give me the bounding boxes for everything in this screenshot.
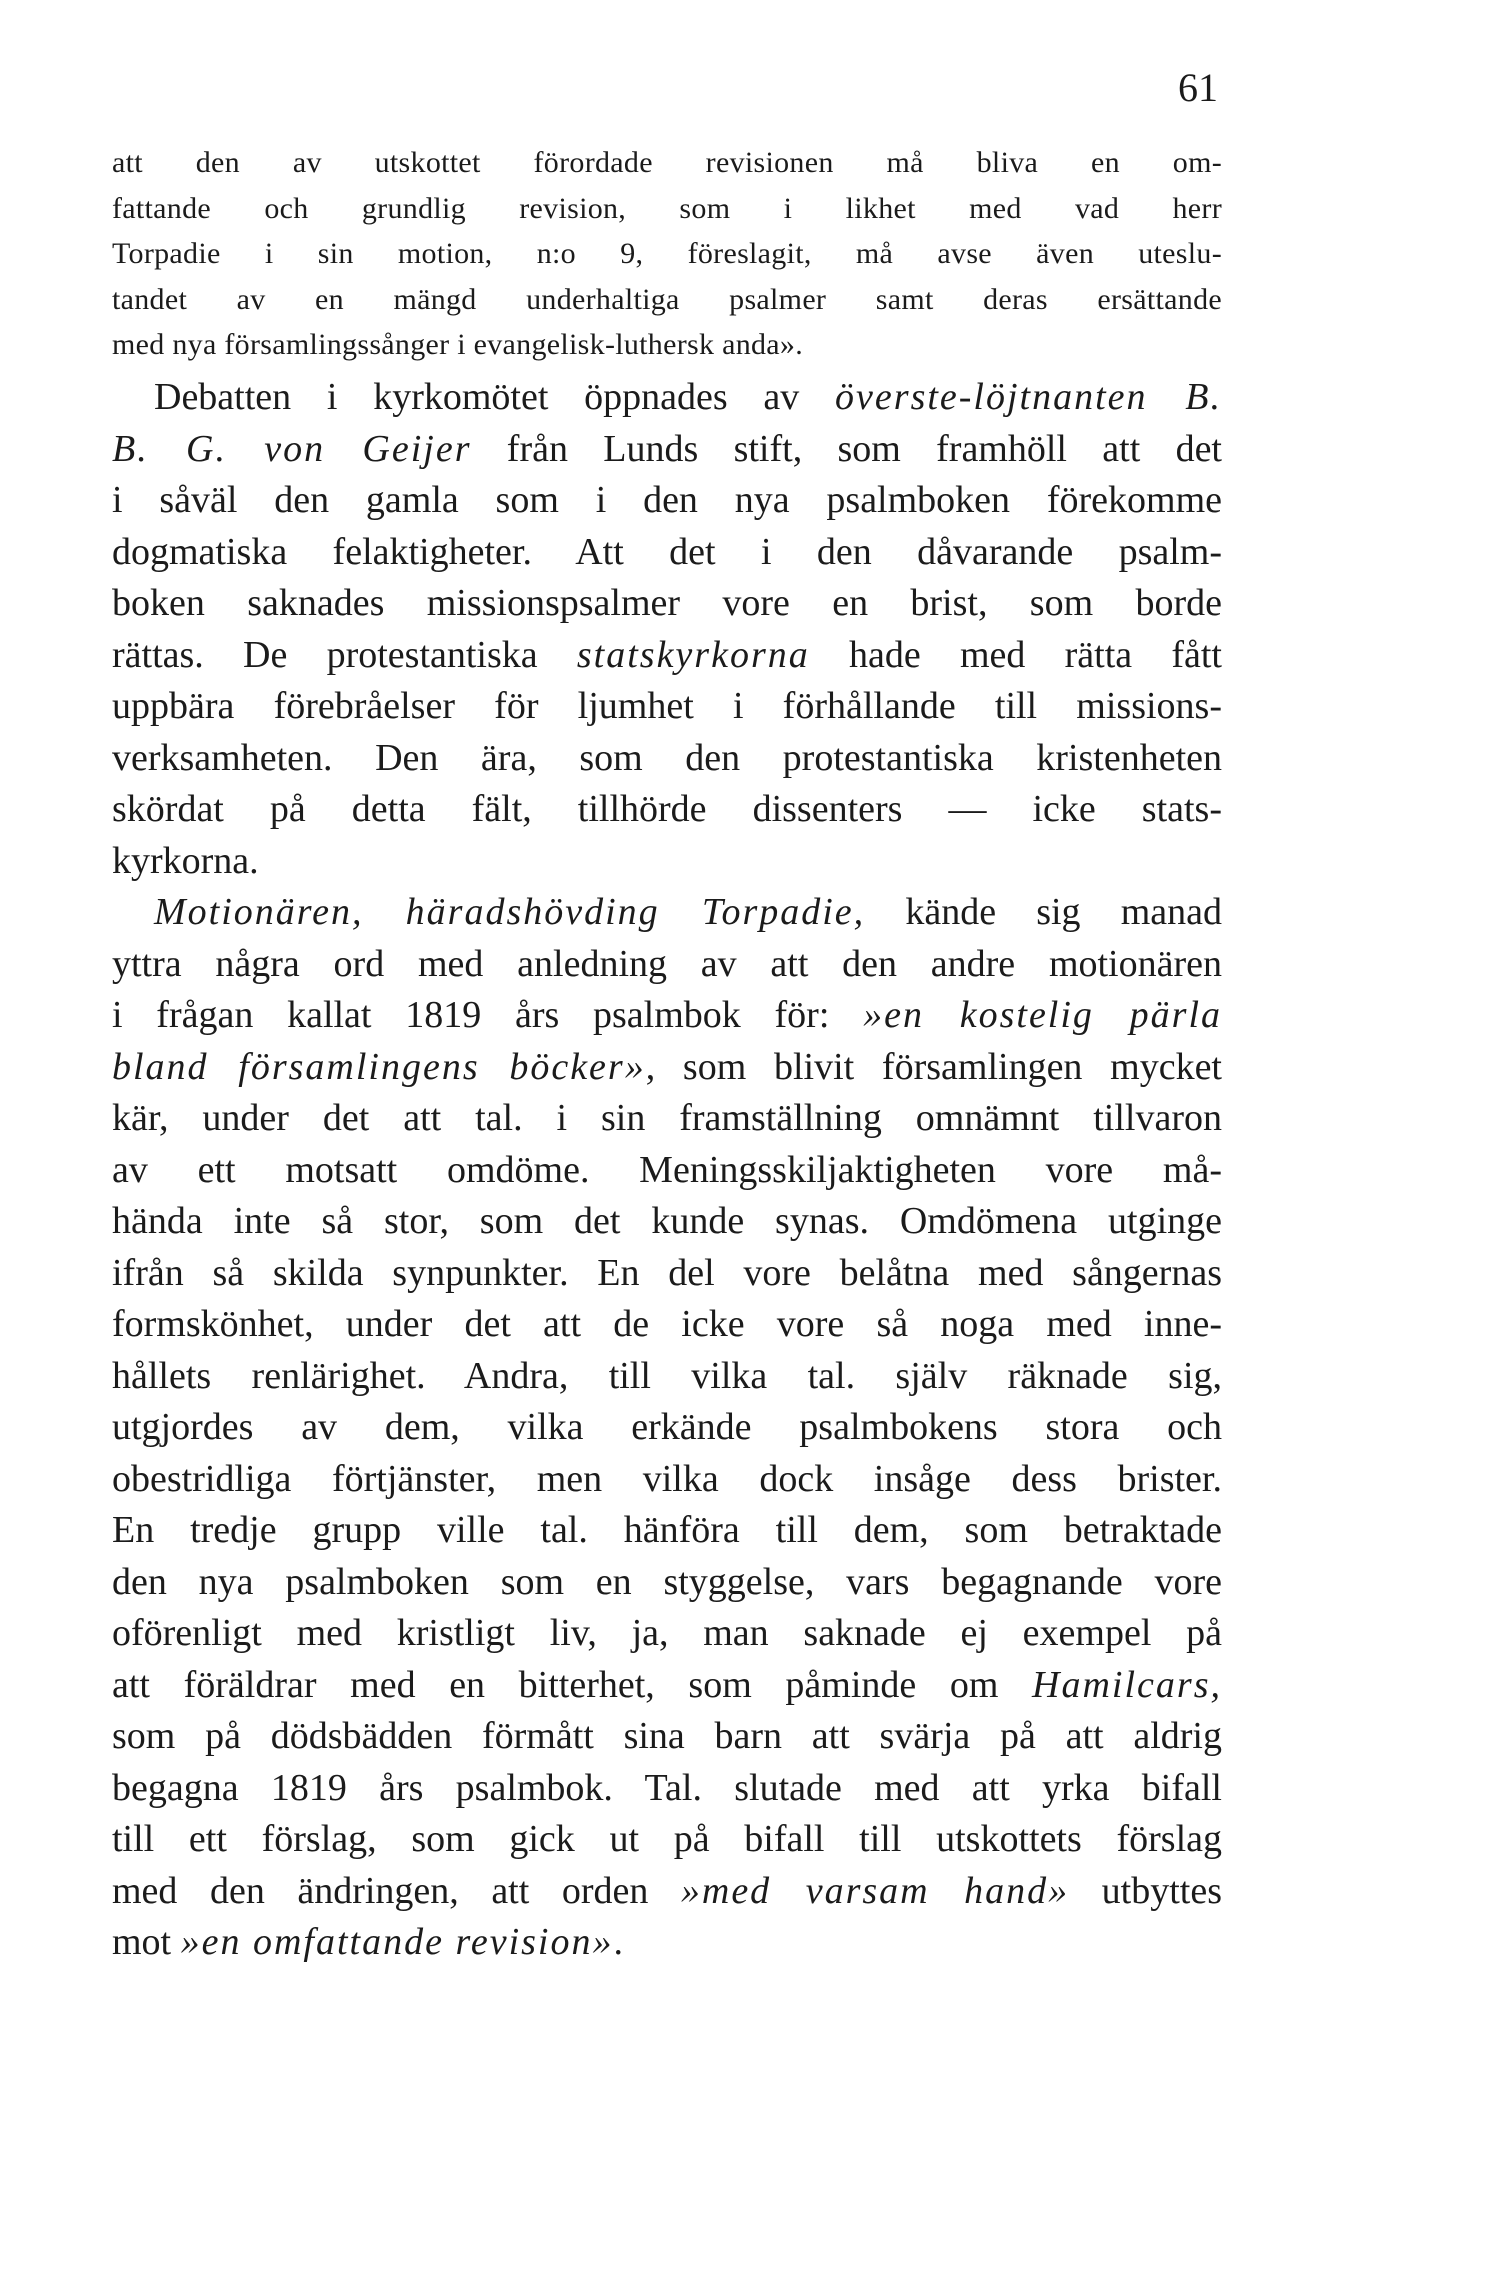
emphasis: »med varsam hand» [680, 1869, 1070, 1912]
page-number: 61 [1178, 65, 1218, 110]
text-run: . [613, 1921, 623, 1963]
text-line [112, 1042, 1222, 1094]
text-run: med den ändringen, att orden [112, 1869, 681, 1912]
quote-line: att den av utskottet förordade revisionen må bliva en om- [112, 146, 1222, 179]
text-line [112, 630, 1222, 682]
text-line: boken saknades missionspsalmer vore en brist, som borde [112, 582, 1222, 624]
quote-line: fattande och grundlig revision, som i likhet med vad herr [112, 191, 1222, 225]
text-line [112, 1866, 1222, 1918]
text-line: kär, under det att tal. i sin framställning omnämnt tillvaron [112, 1097, 1222, 1139]
text-line: skördat på detta fält, tillhörde dissenters — icke stats- [112, 788, 1222, 830]
text-line: till ett förslag, som gick ut på bifall till utskottets förslag [112, 1818, 1222, 1860]
text-line [112, 1660, 1222, 1712]
text-line: som på dödsbädden förmått sina barn att svärja på att aldrig [112, 1715, 1222, 1757]
text-line: av ett motsatt omdöme. Meningsskiljaktigheten vore må- [112, 1148, 1222, 1191]
text-run: kände sig manad [865, 891, 1222, 933]
paragraph-torpadie [112, 887, 1222, 1969]
text-line: hållets renlärighet. Andra, till vilka tal. själv räknade sig, [112, 1354, 1222, 1397]
emphasis: statskyrkorna [576, 633, 810, 676]
emphasis: »en kostelig pärla [863, 994, 1223, 1036]
text-line: En tredje grupp ville tal. hänföra till dem, som betraktade [112, 1509, 1222, 1551]
text-line: verksamheten. Den ära, som den protestantiska kristenheten [112, 736, 1222, 779]
emphasis: »en omfattande revision» [180, 1921, 614, 1963]
text-line: formskönhet, under det att de icke vore så noga med inne- [112, 1303, 1222, 1345]
text-line [112, 372, 1222, 424]
body-text [112, 372, 1222, 1969]
speaker-name: Motionären, häradshövding Torpadie, [154, 891, 866, 933]
paragraph-debate [112, 372, 1222, 887]
text-line [112, 1917, 1222, 1969]
text-line: kyrkorna. [112, 839, 259, 882]
text-line: i såväl den gamla som i den nya psalmboken förekomme [112, 479, 1222, 521]
text-run: att föräldrar med en bitterhet, som påminde om [112, 1663, 1033, 1706]
text-line [112, 990, 1222, 1042]
text-line: obestridliga förtjänster, men vilka dock insåge dess brister. [112, 1457, 1222, 1500]
speaker-name: överste-löjtnanten B. [835, 376, 1222, 418]
text-line: utgjordes av dem, vilka erkände psalmbokens stora och [112, 1406, 1222, 1448]
speaker-name: B. G. von Geijer [112, 427, 472, 470]
text-run: hade med rätta fått [809, 633, 1222, 676]
text-line: uppbära förebråelser för ljumhet i förhållande till missions- [112, 685, 1222, 727]
text-run: i frågan kallat 1819 års psalmbok för: [112, 994, 864, 1036]
quote-block [112, 140, 1222, 368]
text-line: dogmatiska felaktigheter. Att det i den dåvarande psalm- [112, 530, 1222, 573]
text-line: ifrån så skilda synpunkter. En del vore belåtna med sångernas [112, 1251, 1222, 1294]
text-run: utbyttes [1069, 1869, 1222, 1912]
quote-line: med nya församlingssånger i evangelisk-luthersk anda». [112, 328, 804, 361]
text-run: rättas. De protestantiska [112, 633, 577, 676]
quote-line: Torpadie i sin motion, n:o 9, föreslagit, må avse även uteslu- [112, 237, 1222, 270]
text-line: yttra några ord med anledning av att den andre motionären [112, 942, 1222, 985]
text-run: från Lunds stift, som framhöll att det [471, 427, 1222, 470]
text-line: hända inte så stor, som det kunde synas. Omdömena utginge [112, 1200, 1222, 1242]
emphasis: Hamilcars, [1032, 1663, 1222, 1706]
text-run: mot [112, 1921, 181, 1963]
text-line [112, 887, 1222, 939]
text-run: , som blivit församlingen mycket [645, 1045, 1222, 1088]
emphasis: bland församlingens böcker» [112, 1045, 646, 1088]
text-run: Debatten i kyrkomötet öppnades av [154, 376, 836, 418]
text-line: begagna 1819 års psalmbok. Tal. slutade med att yrka bifall [112, 1766, 1222, 1809]
text-line: oförenligt med kristligt liv, ja, man saknade ej exempel på [112, 1612, 1222, 1654]
quote-line: tandet av en mängd underhaltiga psalmer samt deras ersättande [112, 282, 1222, 316]
text-line [112, 424, 1222, 476]
text-line: den nya psalmboken som en styggelse, vars begagnande vore [112, 1560, 1222, 1603]
